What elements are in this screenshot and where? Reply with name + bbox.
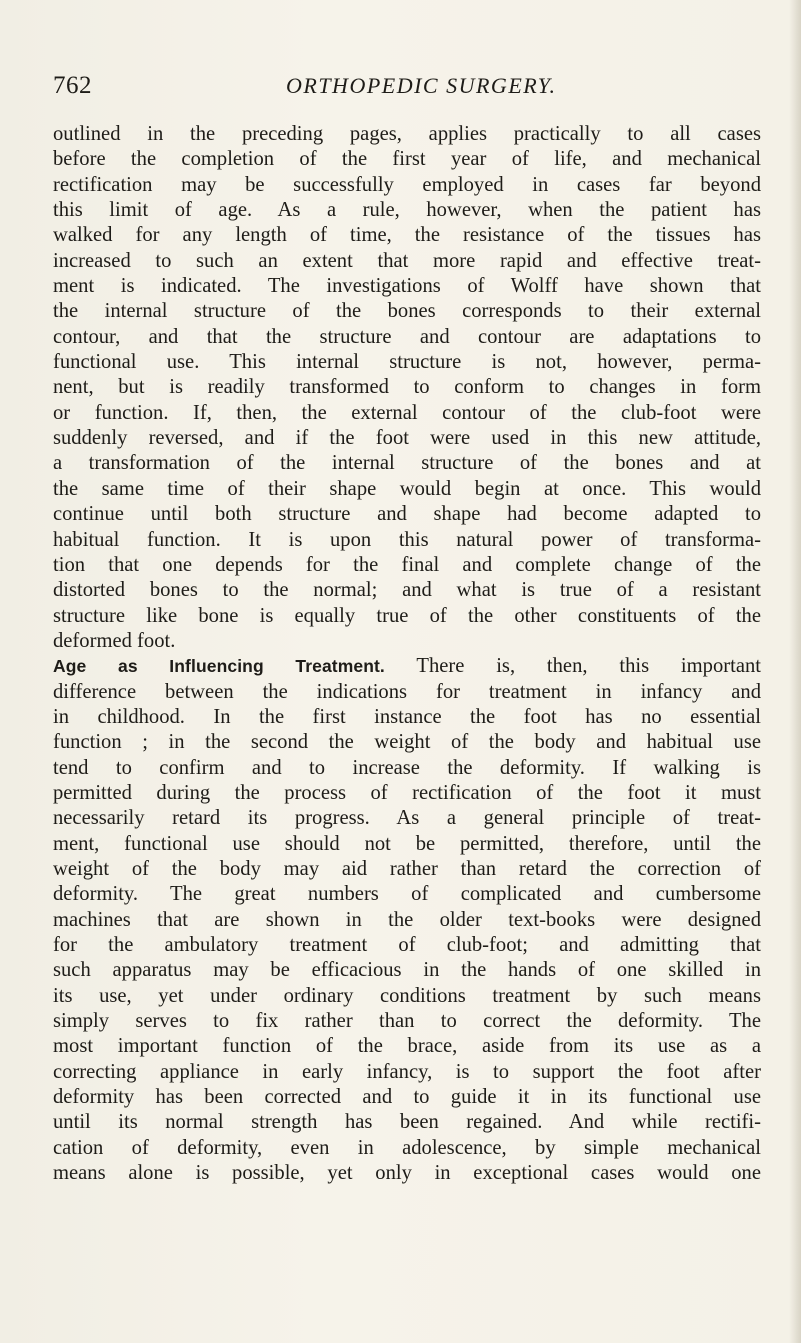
text-line: increased to such an extent that more rapid and effective treat- <box>53 249 761 272</box>
text-line: deformed foot. <box>53 629 176 652</box>
text-line: functional use. This internal structure is not, however, perma- <box>53 351 761 374</box>
text-line: rectification may be successfully employed in cases far beyond <box>53 173 761 196</box>
text-line-with-sidehead <box>53 654 761 679</box>
text-line: machines that are shown in the older text-books were designed <box>53 908 761 931</box>
text-line: a transformation of the internal structure of the bones and at <box>53 452 761 475</box>
text-line: distorted bones to the normal; and what is true of a resistant <box>53 579 761 602</box>
text-line: deformity. The great numbers of complicated and cumbersome <box>53 883 761 906</box>
page-header <box>53 72 753 108</box>
text-line: for the ambulatory treatment of club-foot; and admitting that <box>53 934 761 956</box>
text-line: contour, and that the structure and contour are adaptations to <box>53 325 761 348</box>
text-line: or function. If, then, the external contour of the club-foot were <box>53 401 761 424</box>
text-line: structure like bone is equally true of the other constituents of the <box>53 604 761 627</box>
page-edge-shadow <box>789 0 801 1343</box>
text-line: nent, but is readily transformed to conform to changes in form <box>53 376 761 399</box>
section-sidehead: Age as Influencing Treatment. <box>53 656 385 677</box>
text-line: means alone is possible, yet only in exceptional cases would one <box>53 1162 761 1185</box>
text-line: deformity has been corrected and to guide it in its functional use <box>53 1086 761 1109</box>
text-line: habitual function. It is upon this natural power of transforma- <box>53 528 761 551</box>
running-title: ORTHOPEDIC SURGERY. <box>286 73 557 98</box>
page-number: 762 <box>53 72 92 99</box>
text-line: suddenly reversed, and if the foot were used in this new attitude, <box>53 427 761 450</box>
text-line: ment, functional use should not be permitted, therefore, until the <box>53 832 761 855</box>
text-line: most important function of the brace, aside from its use as a <box>53 1035 761 1058</box>
text-line: necessarily retard its progress. As a general principle of treat- <box>53 807 761 830</box>
text-line: difference between the indications for treatment in infancy and <box>53 680 761 703</box>
text-line: the same time of their shape would begin at once. This would <box>53 477 761 500</box>
body-text <box>53 122 761 1186</box>
text-line: in childhood. In the first instance the foot has no essential <box>53 705 761 728</box>
text-line: outlined in the preceding pages, applies practically to all cases <box>53 123 761 145</box>
text-line: correcting appliance in early infancy, is to support the foot after <box>53 1060 761 1083</box>
text-line: the internal structure of the bones corresponds to their external <box>53 300 761 323</box>
text-line: cation of deformity, even in adolescence, by simple mechanical <box>53 1136 761 1159</box>
text-line: ment is indicated. The investigations of Wolff have shown that <box>53 275 761 298</box>
text-line: tend to confirm and to increase the deformity. If walking is <box>53 756 761 779</box>
text-line: before the completion of the first year of life, and mechanical <box>53 148 761 171</box>
text-line: tion that one depends for the final and complete change of the <box>53 553 761 576</box>
text-line: continue until both structure and shape had become adapted to <box>53 503 761 526</box>
text-line: such apparatus may be efficacious in the hands of one skilled in <box>53 959 761 982</box>
text-line: permitted during the process of rectification of the foot it must <box>53 781 761 804</box>
text-line: walked for any length of time, the resistance of the tissues has <box>53 224 761 247</box>
text-line: simply serves to fix rather than to correct the deformity. The <box>53 1010 761 1033</box>
paragraph-age-treatment <box>53 654 761 1186</box>
text-line: its use, yet under ordinary conditions treatment by such means <box>53 984 761 1007</box>
text-line: until its normal strength has been regained. And while rectifi- <box>53 1111 761 1134</box>
text-line: weight of the body may aid rather than retard the correction of <box>53 857 761 880</box>
text-line: function ; in the second the weight of the body and habitual use <box>53 731 761 754</box>
text-run: There is, then, this important <box>416 655 762 678</box>
paragraph-wolff <box>53 122 761 654</box>
text-line: this limit of age. As a rule, however, when the patient has <box>53 199 761 222</box>
